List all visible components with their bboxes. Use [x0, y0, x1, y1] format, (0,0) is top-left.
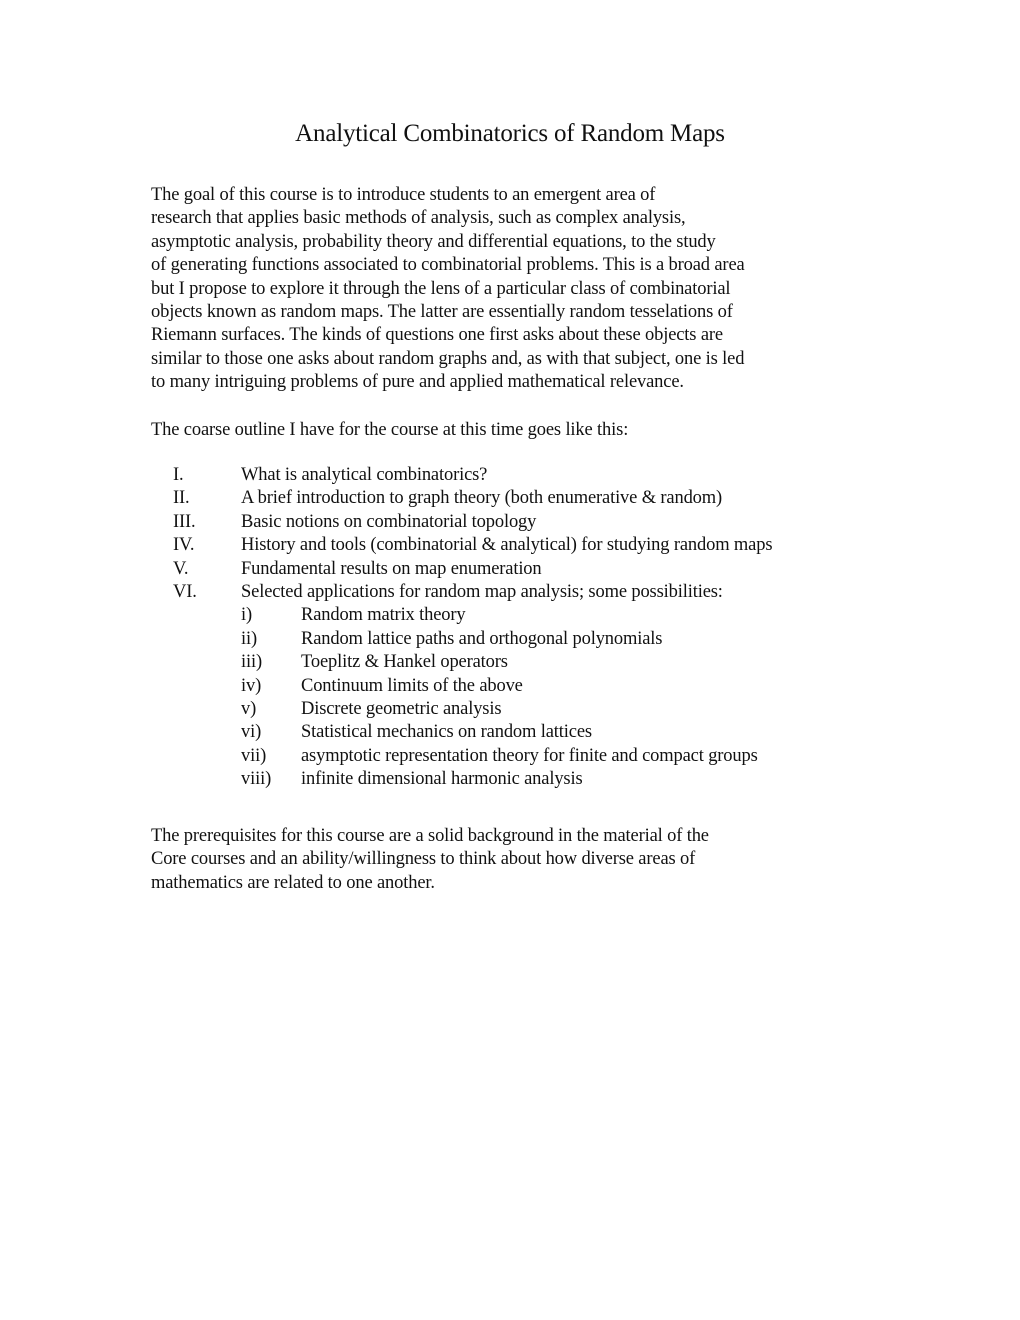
paragraph-line: to many intriguing problems of pure and applied mathematical relevance. [151, 372, 684, 393]
paragraph-line: The coarse outline I have for the course at this time goes like this: [151, 420, 629, 440]
sub-outline-number: vii) [241, 745, 267, 766]
outline-text: What is analytical combinatorics? [241, 465, 488, 485]
sub-outline-text: infinite dimensional harmonic analysis [301, 769, 583, 790]
sub-outline-text: asymptotic representation theory for finite and compact groups [301, 745, 758, 766]
outline-intro [151, 419, 871, 442]
paragraph-line: Riemann surfaces. The kinds of questions one first asks about these objects are [151, 325, 723, 346]
sub-outline-item [151, 768, 871, 791]
sub-outline-item [151, 604, 871, 627]
outline-number: IV. [173, 535, 195, 556]
sub-outline-text: Discrete geometric analysis [301, 698, 502, 719]
paragraph-line: research that applies basic methods of analysis, such as complex analysis, [151, 208, 686, 229]
outline-text: Selected applications for random map analysis; some possibilities: [241, 581, 723, 602]
paragraph-line: mathematics are related to one another. [151, 872, 435, 893]
sub-outline-number: vi) [241, 722, 262, 743]
sub-outline-text: Random matrix theory [301, 605, 466, 626]
sub-outline-number: v) [241, 698, 257, 719]
sub-outline-item [151, 745, 871, 768]
sub-outline-text: Toeplitz & Hankel operators [301, 652, 508, 673]
paragraph-line: of generating functions associated to combinatorial problems. This is a broad area [151, 255, 745, 276]
outline-item [151, 487, 871, 510]
sub-outline-item [151, 698, 871, 721]
prerequisites-paragraph [151, 825, 871, 895]
paragraph-line: similar to those one asks about random graphs and, as with that subject, one is led [151, 348, 745, 369]
sub-outline-item [151, 675, 871, 698]
outline-text: History and tools (combinatorial & analytical) for studying random maps [241, 535, 773, 556]
paragraph-line: Core courses and an ability/willingness to think about how diverse areas of [151, 849, 696, 870]
sub-outline-number: i) [241, 605, 253, 626]
paragraph-line: The goal of this course is to introduce students to an emergent area of [151, 185, 656, 205]
outline-number: I. [173, 465, 184, 485]
outline-number: V. [173, 558, 189, 579]
sub-outline-item [151, 651, 871, 674]
paragraph-line: asymptotic analysis, probability theory and differential equations, to the study [151, 231, 716, 252]
intro-paragraph [151, 184, 871, 395]
sub-outline-text: Statistical mechanics on random lattices [301, 722, 592, 743]
sub-outline-item [151, 721, 871, 744]
outline-item [151, 558, 871, 581]
outline-item [151, 511, 871, 534]
sub-outline-number: ii) [241, 628, 257, 649]
sub-outline-item [151, 628, 871, 651]
outline-text: Basic notions on combinatorial topology [241, 511, 537, 532]
outline-text: A brief introduction to graph theory (both enumerative & random) [241, 488, 723, 509]
course-outline-list [151, 464, 871, 791]
outline-item [151, 581, 871, 604]
outline-item [151, 534, 871, 557]
outline-item [151, 464, 871, 487]
sub-outline-number: iv) [241, 675, 262, 696]
sub-outline-text: Continuum limits of the above [301, 675, 523, 696]
paragraph-line: The prerequisites for this course are a solid background in the material of the [151, 826, 709, 846]
paragraph-line: but I propose to explore it through the lens of a particular class of combinatorial [151, 278, 731, 299]
outline-text: Fundamental results on map enumeration [241, 558, 542, 579]
paragraph-line: objects known as random maps. The latter are essentially random tesselations of [151, 301, 733, 322]
sub-outline-text: Random lattice paths and orthogonal polynomials [301, 628, 663, 649]
sub-outline-number: viii) [241, 769, 272, 790]
sub-outline-number: iii) [241, 652, 262, 673]
outline-number: III. [173, 511, 196, 532]
document-title: Analytical Combinatorics of Random Maps [295, 120, 725, 147]
outline-number: VI. [173, 581, 197, 602]
outline-number: II. [173, 488, 190, 509]
